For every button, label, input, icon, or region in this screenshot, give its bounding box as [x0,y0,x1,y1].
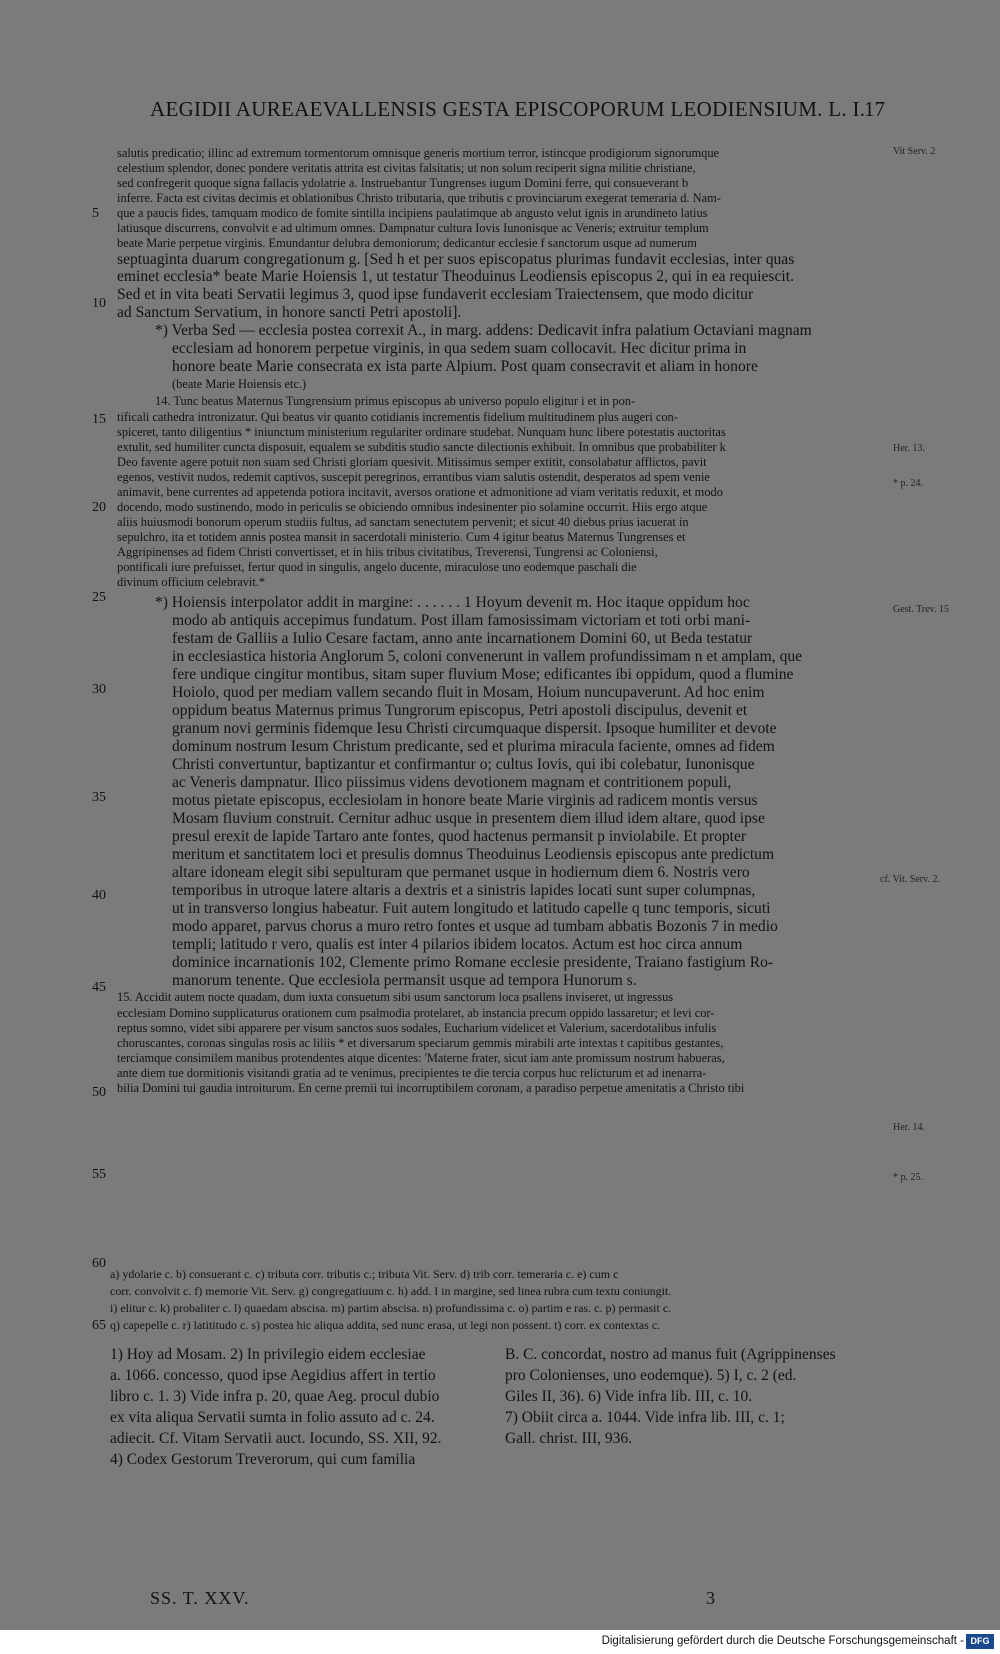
text-line: aliis huiusmodi bonorum operum studiis fultus, ad sanctam senectutem pervenit; et sicut 40 diebus prius iacuerat in [117,515,689,529]
margin-note: cf. Vit. Serv. 2. [880,874,940,885]
text-line: Mosam fluvium construit. Cernitur adhuc usque in presentem diem illud idem altare, quod ipse [172,810,765,827]
dfg-logo-icon: DFG [966,1634,994,1649]
footnote-line-left: 4) Codex Gestorum Treverorum, qui cum familia [110,1451,416,1468]
footnote-line-right: 7) Obiit circa a. 1044. Vide infra lib. III, c. 1; [505,1409,785,1426]
text-line: granum novi germinis fidemque Iesu Christi circumquaque dispersit. Ipsoque humiliter et devote [172,720,777,737]
footnote-line-right: B. C. concordat, nostro ad manus fuit (Agrippinenses [505,1346,836,1363]
line-number: 20 [92,500,106,515]
text-line: manorum tenente. Que ecclesiola permansit usque ad tempora Hunorum s. [172,972,637,989]
text-line: celestium splendor, donec pondere veritatis attrita est civitas falsitatis; ut non solum reciperit signa militie christiane, [117,161,696,175]
text-line: choruscantes, coronas singulas rosis ac liliis * et diversarum speciarum gemmis mirabili arte intextas t capitibus gestantes, [117,1036,724,1050]
text-line: sed confregerit quoque signa fallacis ydolatrie a. Instruebantur Tungrenses iugum Domini ferre, qui consueverant b [117,176,689,190]
running-title: AEGIDII AUREAEVALLENSIS GESTA EPISCOPORUM LEODIENSIUM. L. I. [150,97,866,121]
text-line: presul erexit de lapide Tartaro ante fontes, quod hactenus permansit p inviolabile. Et propter [172,828,747,845]
text-line: spiceret, tanto diligentius * iniunctum ministerium regulariter ordinare studebat. Nunquam hunc libere potestatis auctoritas [117,425,726,439]
apparatus-line: a) ydolarie c. b) consuerant c. c) tributa corr. tributis c.; tributa Vit. Serv. d) trib corr. temeraria c. e) cum c [110,1267,619,1281]
text-line: oppidum beatus Maternus primus Tungrorum episcopus, Petri apostoli discipulus, devenit et [172,702,748,719]
footnote-line-left: a. 1066. concesso, quod ipse Aegidius affert in tertio [110,1367,436,1384]
line-number: 15 [92,412,106,427]
line-number: 65 [92,1318,106,1333]
text-line: ac Veneris dampnatur. Ilico piissimus videns devotionem magnam et contritionem populi, [172,774,732,791]
text-line: 15. Accidit autem nocte quadam, dum iuxta consuetum sibi usum sanctorum loca psallens inviseret, ut ingressus [117,990,674,1004]
text-line: tificali cathedra intronizatur. Qui beatus vir quanto cotidianis incrementis fidelium multitudinem plus augeri con- [117,410,678,424]
text-line: modo ab antiquis accepimus fundatum. Post illam famosissimam victoriam et toti orbi mani- [172,612,751,629]
text-line: meritum et sanctitatem loci et presulis domnus Theoduinus Leodiensis episcopus ante predictum [172,846,775,863]
text-line: reptus somno, videt sibi apparere per visum sanctos suos sodales, Eucharium videlicet et Valerium, sacerdotalibus infulis [117,1021,717,1035]
footnote-line-left: adiecit. Cf. Vitam Servatii auct. Iocundo, SS. XII, 92. [110,1430,442,1447]
text-line: ante diem tue dormitionis visitandi gratia ad te venimus, precipientes te die tercia corpus huc relicturum et ad inenarra- [117,1066,707,1080]
line-number: 30 [92,682,106,697]
series-signature: SS. T. XXV. [150,1588,250,1608]
text-line: templi; latitudo r vero, qualis est inter 4 pilarios ibidem locatos. Actum est hoc circa annum [172,936,743,953]
text-line: fere undique cingitur montibus, sitam super fluvium Mose; edificantes ibi oppidum, quod a flumine [172,666,794,683]
text-line: ut in transverso longius habeatur. Fuit autem longitudo et latitudo capelle q tunc temporis, sicuti [172,900,771,917]
line-number: 25 [92,590,106,605]
text-line: docendo, modo sustinendo, modo in periculis se obiciendo omnibus indesinenter pio solamine occurrit. Hiis ergo atque [117,500,708,514]
text-line: latiusque discurrens, convolvit e ad ultimum omnes. Dampnatur cultura Iovis Iunonisque ac Veneris; extruitur templum [117,221,709,235]
line-number: 5 [92,206,99,221]
text-line: 14. Tunc beatus Maternus Tungrensium primus episcopus ab universo populo eligitur i et in pon- [155,394,636,408]
footnote-line-left: libro c. 1. 3) Vide infra p. 20, quae Aeg. procul dubio [110,1388,440,1405]
text-line: sepulchro, ita et totidem annis postea mansit in sacerdotali ministerio. Cum 4 igitur beatus Maternus Tungrenses et [117,530,686,544]
text-line: pontificali iure prefuisset, fertur quod in singulis, angelo ducente, miraculose uno eodemque paschali die [117,560,637,574]
line-number: 50 [92,1085,106,1100]
line-number: 60 [92,1256,106,1271]
text-line: Deo favente agere potuit non suam sed Christi gloriam quesivit. Mitissimus semper extitit, consolabatur afflictos, pavit [117,455,707,469]
text-line: eminet ecclesia* beate Marie Hoiensis 1, ut testatur Theoduinus Leodiensis episcopus 2, qui in ea requiescit. [117,268,794,285]
text-line: beate Marie perpetue virginis. Emundantur delubra demoniorum; dedicantur ecclesie f sanctorum usque ad numerum [117,236,697,250]
line-number: 40 [92,888,106,903]
margin-note: Gest. Trev. 15 [893,604,950,615]
text-line: Christi convertuntur, baptizantur et confirmantur o; cultus Iovis, qui ibi colebatur, Iunonisque [172,756,755,773]
margin-note: * p. 24. [893,478,923,489]
footnote-line-right: Giles II, 36). 6) Vide infra lib. III, c. 10. [505,1388,753,1405]
footnote-line-right: pro Colonienses, uno eodemque). 5) I, c. 2 (ed. [505,1367,797,1384]
text-line: bilia Domini tui gaudia introiturum. En cerne premii tui incorruptibilem coronam, a paradiso perpetue amenitatis a Christo tibi [117,1081,745,1095]
footnote-line-left: 1) Hoy ad Mosam. 2) In privilegio eidem ecclesiae [110,1346,426,1363]
text-line: ad Sanctum Servatium, in honore sancti Petri apostoli]. [117,304,462,321]
apparatus-line: i) elitur c. k) probaliter c. l) quaedam abscisa. m) partim abscisa. n) profundissima c. o) partim e ras. c. p) permasit c. [110,1301,672,1315]
text-line: Hoiolo, quod per mediam vallem secando fluit in Mosam, Hoium nuncupaverunt. Ad hoc enim [172,684,765,701]
text-line: in ecclesiastica historia Anglorum 5, coloni convenerunt in vallem profundissimam n et amplam, que [172,648,803,665]
text-line: egenos, vestivit nudos, redemit captivos, suscepit peregrinos, errantibus viam salutis ostendit, desperatos ad spem venie [117,470,710,484]
text-line: altare idoneam elegit sibi sepulturam que permanet usque in hodiernum diem 6. Nostris vero [172,864,750,881]
text-line: extulit, sed humiliter cuncta disposuit, equalem se subditis studio sancte dilectionis exhibuit. In omnibus que probabiliter k [117,440,726,454]
running-header [150,97,865,122]
line-number: 35 [92,790,106,805]
margin-note: Her. 13. [893,443,925,454]
text-line: terciamque consimilem manibus protendentes atque dicentes: 'Materne frater, sicut iam ante promissum nostrum habueras, [117,1051,725,1065]
text-line: *) Hoiensis interpolator addit in margine: . . . . . . 1 Hoyum devenit m. Hoc itaque oppidum hoc [155,594,750,611]
credit-text: Digitalisierung gefördert durch die Deutsche Forschungsgemeinschaft - [601,1635,964,1647]
margin-note: * p. 25. [893,1172,923,1183]
text-line: motus pietate episcopus, ecclesiolam in honore beate Marie virginis ad radicem montis versus [172,792,758,809]
line-number: 45 [92,980,106,995]
text-line: salutis predicatio; illinc ad extremum tormentorum omnisque generis mortium terror, istincque prodigiorum signorumque [117,146,720,160]
text-line: festam de Galliis a Iulio Cesare factam, anno ante incarnationem Domini 60, ut Beda testatur [172,630,753,647]
apparatus-line: corr. convolvit c. f) memorie Vit. Serv. g) congregatiuum c. h) add. I in margine, sed linea rubra cum textu coniungit. [110,1284,672,1298]
text-line: ecclesiam ad honorem perpetue virginis, in qua sedem suam collocavit. Hec dicitur prima in [172,340,747,357]
text-line: (beate Marie Hoiensis etc.) [172,377,307,391]
text-line: *) Verba Sed — ecclesia postea correxit A., in marg. addens: Dedicavit infra palatium Octaviani magnam [155,322,812,339]
text-line: septuaginta duarum congregationum g. [Sed h et per suos episcopatus plurimas fundavit ecclesias, inter quas [117,251,795,268]
text-line: Sed et in vita beati Servatii legimus 3, quod ipse fundaverit ecclesiam Traiectensem, que modo dicitur [117,286,754,303]
text-line: animavit, bene currentes ad appetenda potiora incitavit, aversos oratione et admonitione ad viam veritatis reduxit, et modo [117,485,723,499]
sheet-signature: 3 [706,1588,716,1608]
text-line: divinum officium celebravit.* [117,575,266,589]
line-number: 55 [92,1167,106,1182]
margin-note: Her. 14. [893,1122,925,1133]
apparatus-line: q) capepelle c. r) latititudo c. s) postea hic aliqua addita, sed nunc erasa, ut legi non possent. t) corr. ex contextas c. [110,1318,661,1332]
margin-note: Vit Serv. 2 [893,146,936,157]
text-line: dominum nostrum Iesum Christum predicante, sed et plurima miracula faciente, omnes ad fidem [172,738,775,755]
text-line: que a paucis fides, tamquam modico de fomite sintilla incipiens paulatimque ab angusto velut ignis in arundineto latius [117,206,708,220]
text-line: Aggripinenses ad fidem Christi convertisset, et in hiis tribus civitatibus, Treverensi, Tungrensi ac Coloniensi, [117,545,658,559]
page-number: 17 [864,97,885,121]
footnote-line-right: Gall. christ. III, 936. [505,1430,632,1447]
text-line: dominice incarnationis 102, Clemente primo Romane ecclesie presidente, Traiano fastigium Ro- [172,954,774,971]
text-line: inferre. Facta est civitas decimis et oblationibus Christo tributaria, que tributis c provinciarum exegerat temeraria d. Nam- [117,191,721,205]
text-line: honore beate Marie consecrata ex ista parte Alpium. Post quam consecravit et aliam in honore [172,358,758,375]
line-number: 10 [92,296,106,311]
text-line: ecclesiam Domino supplicaturus orationem cum psalmodia protelaret, ab instancia precum oppido lassaretur; et levi cor- [117,1006,715,1020]
footnote-line-left: ex vita aliqua Servatii sumta in folio assuto ad c. 24. [110,1409,435,1426]
text-line: temporibus in utroque latere altaris a dextris et a sinistris lapides locati sunt super columpnas, [172,882,756,899]
text-line: modo apparet, parvus chorus a muro retro fontes et usque ad tumbam abbatis Bozonis 7 in medio [172,918,778,935]
